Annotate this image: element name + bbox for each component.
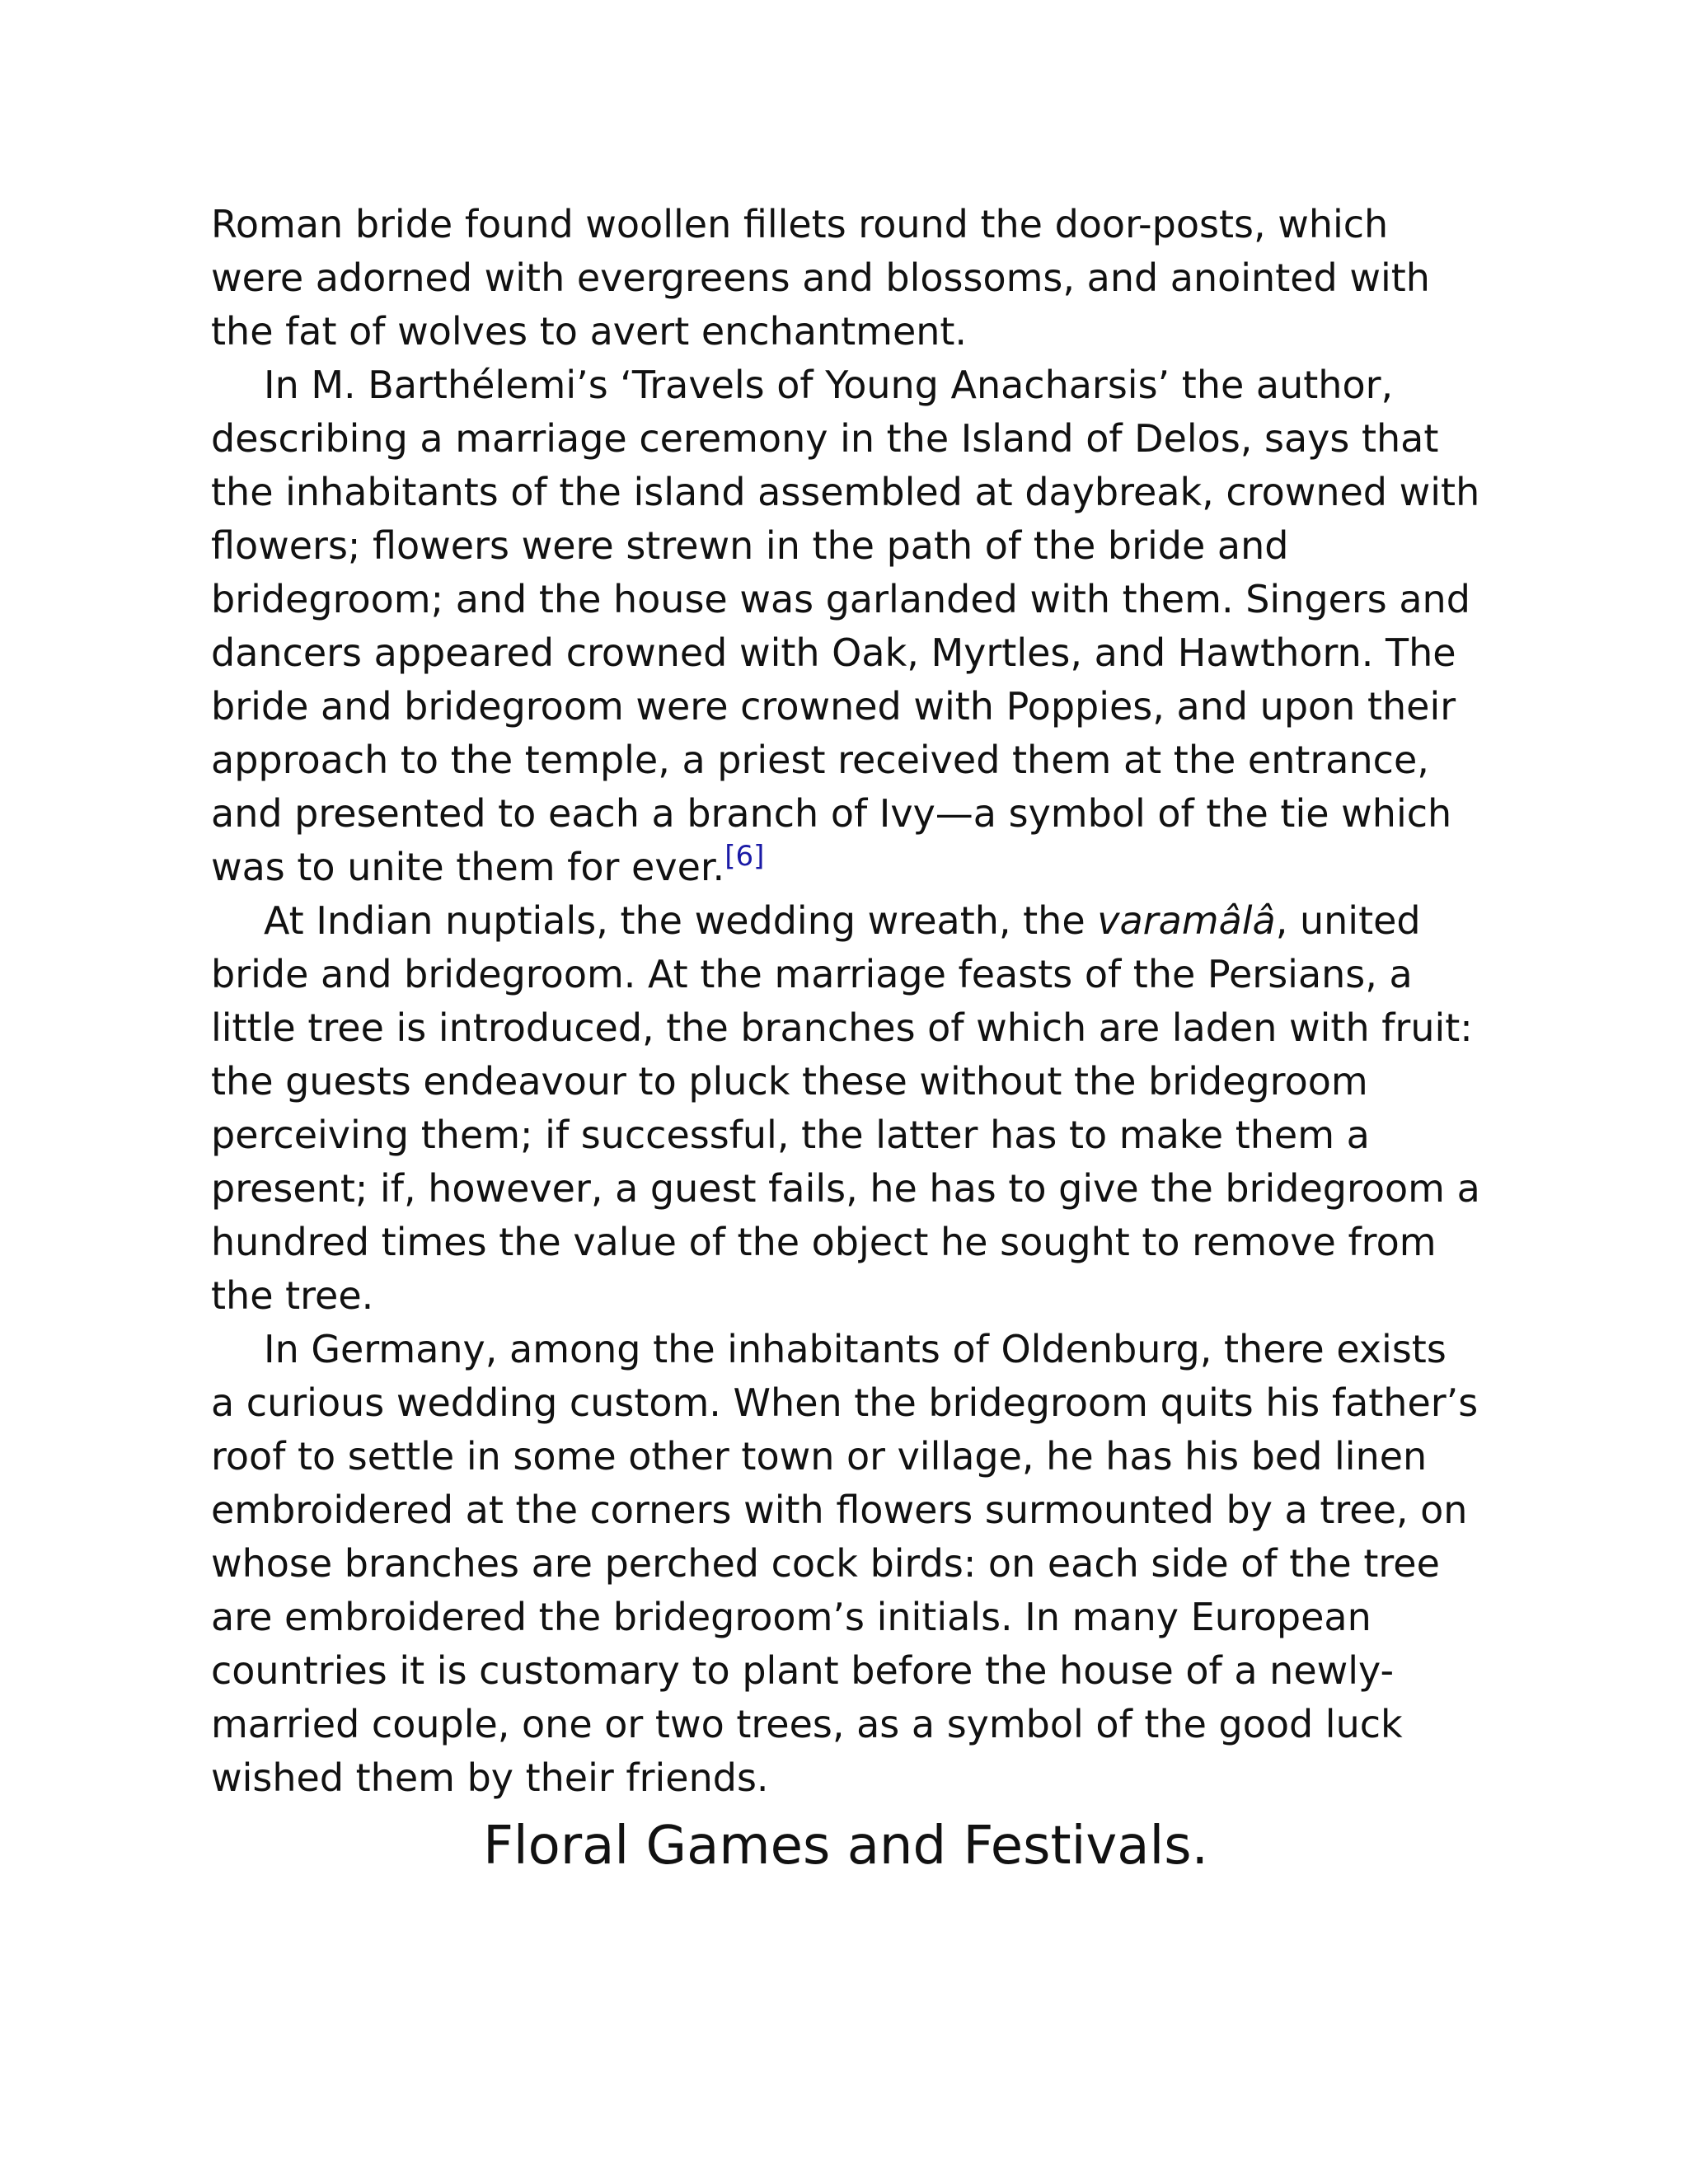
section-heading: Floral Games and Festivals.	[483, 1816, 1208, 1877]
footnote-link[interactable]: [6]	[724, 840, 765, 873]
paragraph-germany-custom	[211, 1323, 1480, 1805]
paragraph-text-end: , united bride and bridegroom. At the marriage feasts of the Persians, a little tree is introduced, the branches of which are laden with fruit: the guests endeavour to pluck these without the bridegroom perceiving them; if successful, the latter has to make them a present; if, however, a guest fails, he has to give the bridegroom a hundred times the value of the object he sought to remove from the tree.	[211, 898, 1480, 1318]
body-text	[211, 198, 1480, 1805]
paragraph-indian-nuptials	[211, 894, 1480, 1323]
paragraph-delos-marriage	[211, 359, 1480, 894]
paragraph-text: Roman bride found woollen fillets round the door-posts, which were adorned with evergreens and blossoms, and anointed with the fat of wolves to avert enchantment.	[211, 202, 1430, 354]
paragraph-text: In Germany, among the inhabitants of Oldenburg, there exists a curious wedding custom. When the bridegroom quits his father’s roof to settle in some other town or village, he has his bed linen embroidered at the corners with flowers surmounted by a tree, on whose branches are perched cock birds: on each side of the tree are embroidered the bridegroom’s initials. In many European countries it is customary to plant before the house of a newly-married couple, one or two trees, as a symbol of the good luck wished them by their friends.	[211, 1327, 1479, 1800]
paragraph-text: In M. Barthélemi’s ‘Travels of Young Anacharsis’ the author, describing a marriage ceremony in the Island of Delos, says that the inhabitants of the island assembled at daybreak, crowned with flowers; flowers were strewn in the path of the bride and bridegroom; and the house was garlanded with them. Singers and dancers appeared crowned with Oak, Myrtles, and Hawthorn. The bride and bridegroom were crowned with Poppies, and upon their approach to the temple, a priest received them at the entrance, and presented to each a branch of Ivy—a symbol of the tie which was to unite them for ever.	[211, 363, 1480, 889]
italic-term: varamâlâ	[1097, 898, 1276, 943]
paragraph-text-start: At Indian nuptials, the wedding wreath, the	[264, 898, 1098, 943]
paragraph-roman-bride	[211, 198, 1480, 359]
